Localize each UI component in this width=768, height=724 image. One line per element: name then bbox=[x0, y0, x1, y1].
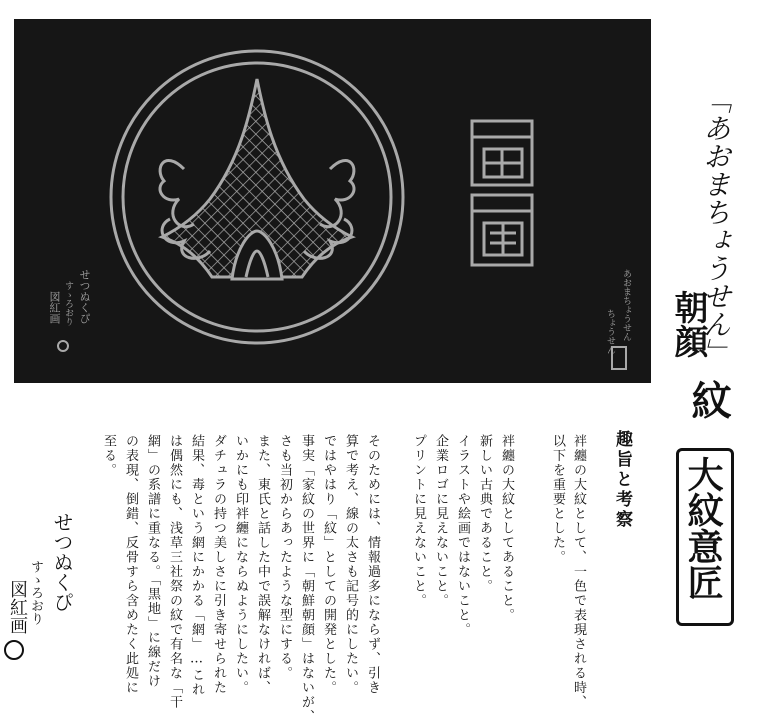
body-col-21: 至る。 bbox=[101, 434, 116, 478]
body-col-16: ダチュラの持つ美しさに引き寄せられた bbox=[211, 434, 226, 695]
body-col-1: 以下を重要とした。 bbox=[550, 434, 565, 565]
datura-flower-shape bbox=[160, 79, 354, 279]
body-col-7: プリントに見えないこと。 bbox=[411, 434, 426, 608]
body-col-4: 新しい古典であること。 bbox=[477, 434, 492, 594]
body-col-11: ではやはり「紋」としての開発とした。 bbox=[321, 434, 336, 695]
section-heading: 趣旨と考察 bbox=[612, 430, 632, 530]
body-col-20: の表現、倒錯、反骨すら含めたく此処に bbox=[123, 434, 138, 695]
title-crest-character: 紋 bbox=[685, 380, 732, 420]
body-col-13: さも当初からあったような型にする。 bbox=[277, 434, 292, 681]
body-col-9: そのためには、情報過多にならず、引き bbox=[365, 434, 380, 695]
footer-signature-2: すゝろおり bbox=[28, 560, 43, 625]
body-col-17: 結果、毒という網にかかる「網」…これ bbox=[189, 434, 204, 697]
asagao-crest-illustration bbox=[14, 19, 651, 383]
body-col-0: 袢纏の大紋として、一色で表現される時、 bbox=[571, 434, 586, 710]
body-col-14: また、東氏と話した中で誤解なければ、 bbox=[255, 434, 270, 695]
body-col-10: 算で考え、線の太さも記号的にしたい。 bbox=[343, 434, 358, 695]
seal-script-glyphs bbox=[472, 121, 532, 265]
body-col-18: は偶然にも、浅草三社祭の紋で有名な「干 bbox=[167, 434, 182, 710]
footer-signature-3: 図紅画 bbox=[7, 580, 28, 634]
title-line-2: 朝顔 bbox=[668, 290, 708, 358]
stamp-text: 大紋意匠 bbox=[682, 456, 724, 600]
body-col-5: イラストや絵画ではないこと。 bbox=[455, 434, 470, 637]
footer-seal bbox=[4, 640, 24, 660]
body-col-12: 事実「家紋の世界に「朝鮮朝顔」はないが、 bbox=[299, 434, 314, 724]
title-line-1: 「あおまちょうせん」 bbox=[699, 86, 732, 366]
panel-signature-left-3: 図紅画 bbox=[48, 291, 61, 324]
crest-panel bbox=[14, 19, 651, 383]
body-col-3: 袢纏の大紋としてあること。 bbox=[499, 434, 514, 623]
footer-signature-1: せつぬくぴ bbox=[50, 512, 74, 612]
panel-signature-right-2: ちょうせん bbox=[605, 309, 615, 354]
body-col-6: 企業ロゴに見えないこと。 bbox=[433, 434, 448, 608]
body-col-19: 網」の系譜に重なる。「黒地」に線だけ bbox=[145, 434, 160, 689]
panel-signature-left-1: せつぬくぴ bbox=[78, 269, 91, 324]
panel-signature-left-2: すゝろおり bbox=[63, 281, 73, 326]
artist-seal-left bbox=[58, 341, 68, 351]
panel-signature-right-1: あおまちょうせん bbox=[621, 269, 631, 341]
body-col-15: いかにも印袢纏にならぬようにしたい。 bbox=[233, 434, 248, 695]
